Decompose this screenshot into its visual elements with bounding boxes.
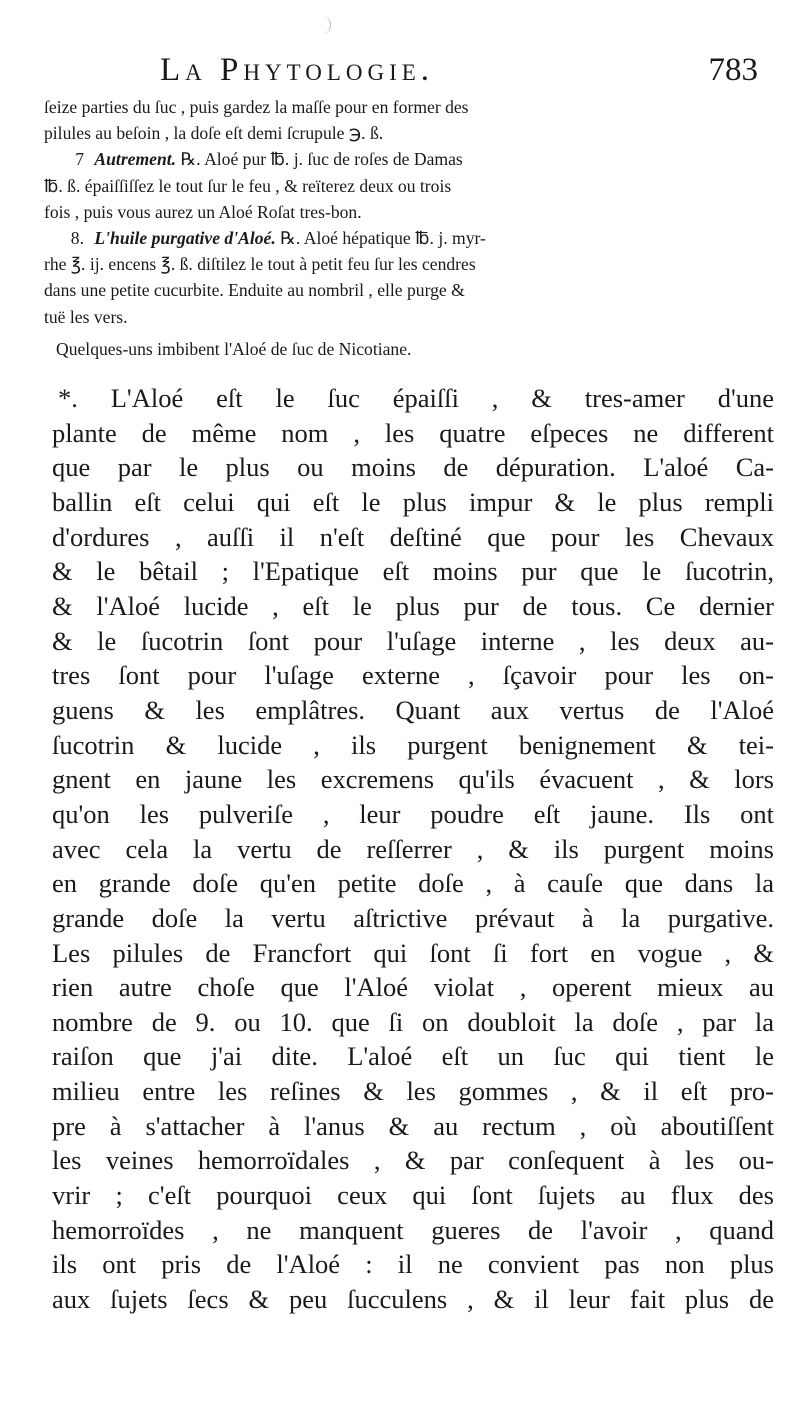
recipe-line: pilules au beſoin , la doſe eſt demi ſcrupule ℈. ß. (44, 123, 384, 144)
text-line: en grande doſe qu'en petite doſe , à cauſe que dans la (52, 868, 774, 899)
commentary-paragraph (52, 381, 774, 1317)
running-title: La Phytologie. (160, 52, 435, 88)
recipe-line: dans une petite cucurbite. Enduite au nombril , elle purge & (44, 280, 465, 301)
text-line: aux ſujets ſecs & peu ſucculens , & il leur fait plus de (52, 1284, 774, 1315)
text-line: vrir ; c'eſt pourquoi ceux qui ſont ſujets au flux des (52, 1180, 774, 1211)
text-line: guens & les emplâtres. Quant aux vertus de l'Aloé (52, 694, 774, 725)
text-line: ils ont pris de l'Aloé : il ne convient pas non plus (52, 1249, 774, 1280)
text-line: tres ſont pour l'uſage externe , ſçavoir pour les on- (52, 660, 774, 691)
text-line: raiſon que j'ai dite. L'aloé eſt un ſuc qui tient le (52, 1041, 774, 1072)
text-line: Les pilules de Francfort qui ſont ſi fort en vogue , & (52, 937, 774, 968)
item-heading: Autrement. (94, 149, 177, 170)
text-line: hemorroïdes , ne manquent gueres de l'avoir , quand (52, 1214, 774, 1245)
text-line: plante de même nom , les quatre eſpeces ne different (52, 417, 774, 448)
recipe-block (44, 94, 770, 362)
text-line: & l'Aloé lucide , eſt le plus pur de tous. Ce dernier (52, 590, 774, 621)
text-line: pre à s'attacher à l'anus & au rectum , où aboutiſſent (52, 1110, 774, 1141)
text-line: & le ſucotrin ſont pour l'uſage interne , les deux au- (52, 625, 774, 656)
text-line: grande doſe la vertu aſtrictive prévaut à la purgative. (52, 902, 774, 933)
recipe-item-8 (44, 225, 770, 251)
text-line: rien autre choſe que l'Aloé violat , operent mieux au (52, 972, 774, 1003)
recipe-line: Aloé pur ℔. j. ſuc de roſes de Damas (204, 149, 463, 170)
text-line: milieu entre les reſines & les gommes , & il eſt pro- (52, 1076, 774, 1107)
text-line: les veines hemorroïdales , & par conſequent à les ou- (52, 1145, 774, 1176)
item-number: 7 (75, 149, 84, 170)
recipe-line: fois , puis vous aurez un Aloé Roſat tres-bon. (44, 201, 362, 222)
recipe-symbol: ℞. (280, 228, 301, 249)
recipe-line: ſeize parties du ſuc , puis gardez la maſſe pour en former des (44, 97, 469, 117)
paper-mark (322, 16, 331, 34)
text-line: avec cela la vertu de reſſerrer , & ils purgent moins (52, 833, 774, 864)
recipe-line: tuë les vers. (44, 306, 128, 327)
recipe-symbol: ℞. (180, 149, 201, 170)
recipe-line: Aloé hépatique ℔. j. myr- (303, 228, 486, 249)
text-line: & le bêtail ; l'Epatique eſt moins pur que le ſucotrin, (52, 556, 774, 587)
text-line: d'ordures , auſſi il n'eſt deſtiné que pour les Chevaux (52, 521, 774, 552)
recipe-line: Quelques-uns imbibent l'Aloé de ſuc de Nicotiane. (56, 338, 412, 359)
recipe-line: ℔. ß. épaiſſiſſez le tout ſur le feu , & reïterez deux ou trois (44, 175, 452, 196)
text-line: que par le plus ou moins de dépuration. L'aloé Ca- (52, 452, 774, 483)
text-line: ſucotrin & lucide , ils purgent benignement & tei- (52, 729, 774, 760)
text-line: qu'on les pulveriſe , leur poudre eſt jaune. Ils ont (52, 798, 774, 829)
running-header (0, 52, 800, 92)
recipe-line: rhe ℥. ij. encens ℥. ß. diſtilez le tout à petit feu ſur les cendres (44, 254, 476, 275)
text-line: *. L'Aloé eſt le ſuc épaiſſi , & tres-amer d'une (58, 383, 774, 413)
text-line: nombre de 9. ou 10. que ſi on doubloit la doſe , par la (52, 1006, 774, 1037)
item-heading: L'huile purgative d'Aloé. (94, 228, 276, 249)
text-line: ballin eſt celui qui eſt le plus impur & le plus rempli (52, 486, 774, 517)
item-number: 8. (70, 228, 84, 249)
page-number: 783 (708, 52, 758, 88)
text-line: gnent en jaune les excremens qu'ils évacuent , & lors (52, 764, 774, 795)
recipe-item-7 (44, 146, 770, 172)
